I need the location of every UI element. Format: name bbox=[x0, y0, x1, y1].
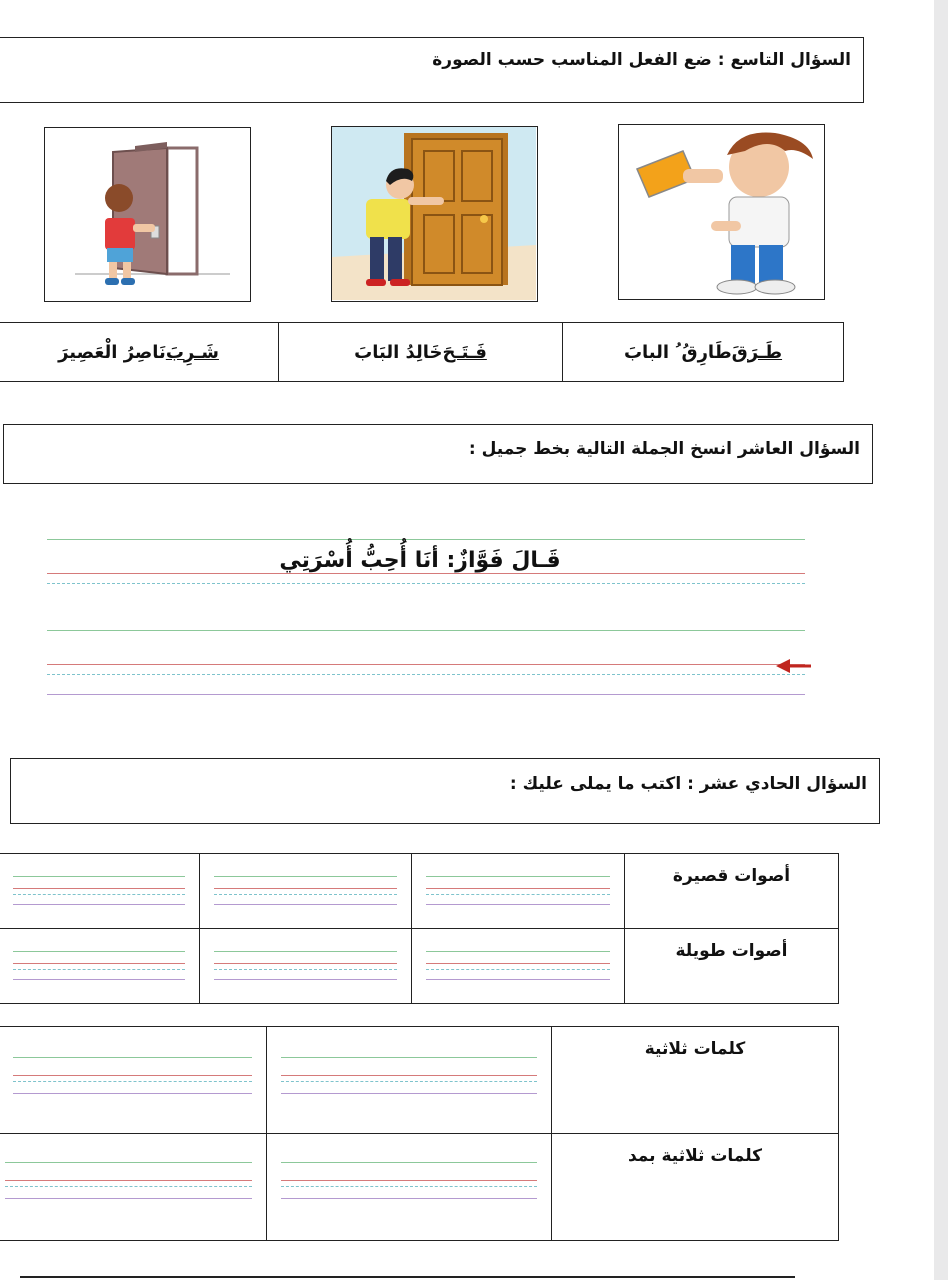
answer-cell[interactable] bbox=[412, 929, 625, 1004]
dictation-table-words bbox=[0, 1026, 839, 1241]
answer-1-rest: طَارِقُ ُ البابَ bbox=[623, 341, 732, 363]
left-arrow-icon bbox=[774, 658, 812, 674]
answer-cell[interactable] bbox=[200, 854, 412, 929]
answer-1 bbox=[562, 323, 843, 381]
answer-cell[interactable] bbox=[0, 854, 200, 929]
question-9-box bbox=[0, 37, 864, 103]
picture-opening-door bbox=[44, 127, 251, 302]
picture-knocking-door bbox=[331, 126, 538, 302]
answer-cell[interactable] bbox=[0, 1134, 267, 1241]
question-10-title: السؤال العاشر انسخ الجملة التالية بخط جميل : bbox=[468, 439, 860, 459]
answer-2-verb: فَـتَـحَ bbox=[442, 341, 487, 363]
answer-3-rest: نَاصِرُ الْعَصِيرَ bbox=[58, 341, 166, 363]
answer-1-verb: طَـرَقَ bbox=[731, 341, 783, 363]
question-10-box bbox=[3, 424, 873, 484]
answer-cell[interactable] bbox=[200, 929, 412, 1004]
scrollbar[interactable] bbox=[934, 0, 948, 1280]
answer-cell[interactable] bbox=[267, 1027, 552, 1134]
question-9-title: السؤال التاسع : ضع الفعل المناسب حسب الصورة bbox=[432, 50, 851, 70]
question-11-title: السؤال الحادي عشر : اكتب ما يملى عليك : bbox=[509, 774, 867, 794]
copy-sentence: قَـالَ فَوَّازٌ: أنَا أُحِبُّ أُسْرَتِي bbox=[279, 548, 561, 573]
question-11-box bbox=[10, 758, 880, 824]
bottom-divider bbox=[20, 1276, 795, 1278]
row-label-three-letter-words-madd: كلمات ثلاثية بمد bbox=[627, 1146, 763, 1166]
answer-cell[interactable] bbox=[412, 854, 625, 929]
answer-3-verb: شَـرِبَ bbox=[165, 341, 219, 363]
dictation-table-sounds bbox=[0, 853, 839, 1004]
row-label-short-sounds: أصوات قصيرة bbox=[672, 866, 791, 886]
answer-cell[interactable] bbox=[0, 1027, 267, 1134]
answer-cell[interactable] bbox=[0, 929, 200, 1004]
row-label-long-sounds: أصوات طويلة bbox=[675, 941, 788, 961]
row-label-three-letter-words: كلمات ثلاثية bbox=[644, 1039, 746, 1059]
verb-answers-row bbox=[0, 322, 844, 382]
answer-3 bbox=[0, 323, 278, 381]
answer-2 bbox=[278, 323, 562, 381]
answer-2-rest: خَالِدُ البَابَ bbox=[354, 341, 443, 363]
picture-drinking-juice bbox=[618, 124, 825, 300]
answer-cell[interactable] bbox=[267, 1134, 552, 1241]
